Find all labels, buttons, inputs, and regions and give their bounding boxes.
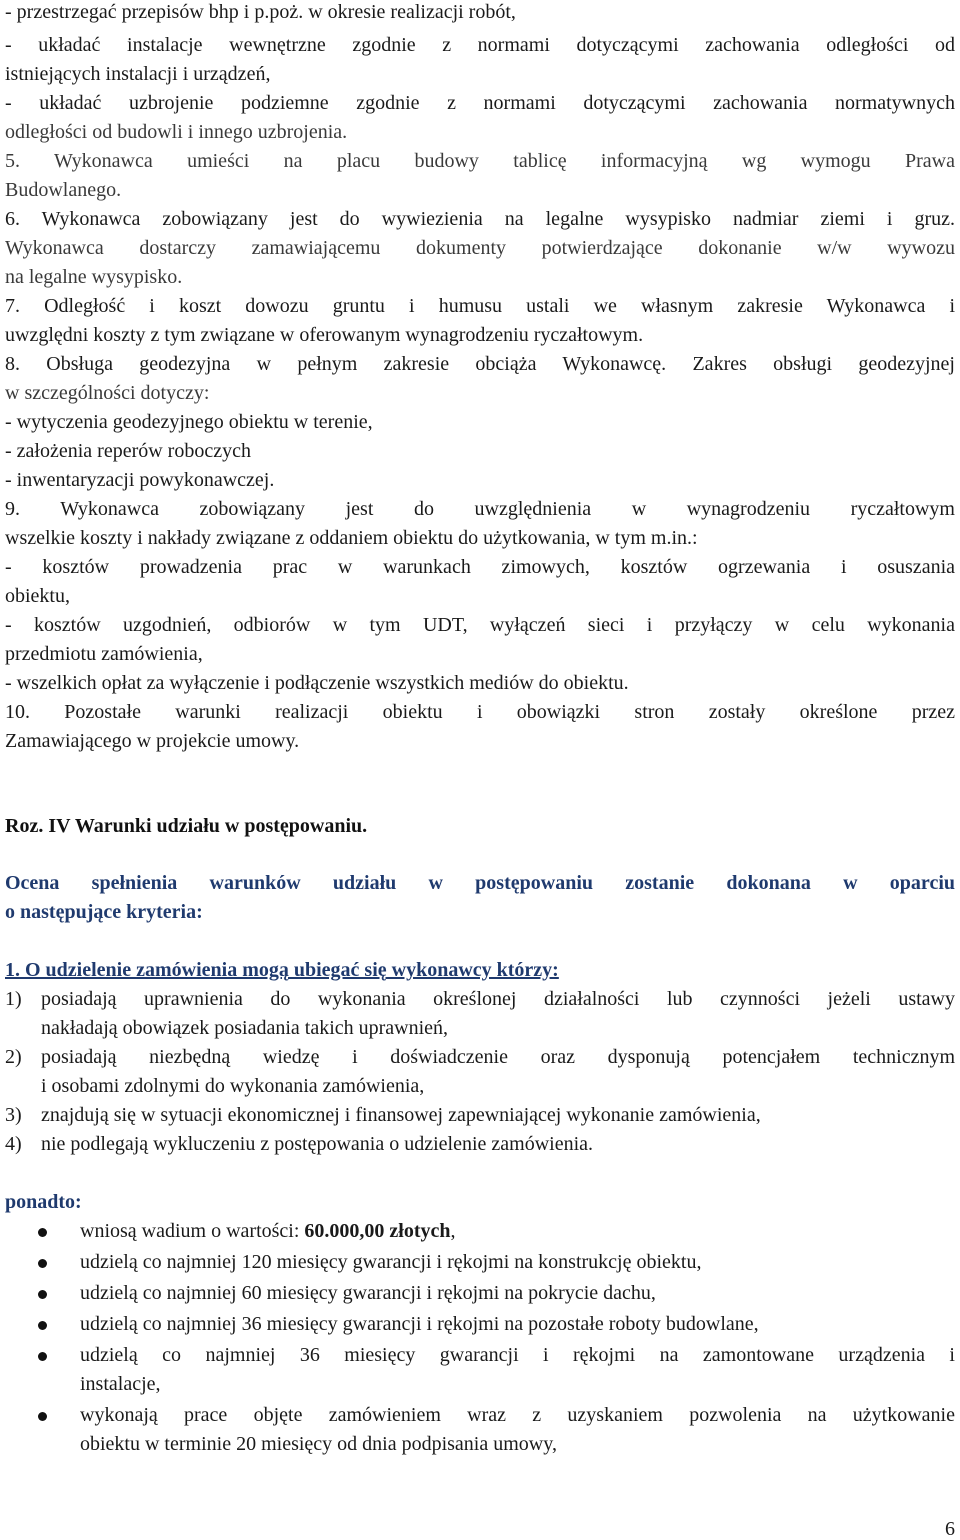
- text-line: - przestrzegać przepisów bhp i p.poż. w okresie realizacji robót,: [5, 1, 516, 23]
- item-text: nakładają obowiązek posiadania takich uprawnień,: [41, 1017, 449, 1039]
- eligibility-heading: 1. O udzielenie zamówienia mogą ubiegać się wykonawcy którzy:: [5, 959, 559, 981]
- text-line: - wszelkich opłat za wyłączenie i podłączenie wszystkich mediów do obiektu.: [5, 672, 629, 694]
- bullet-text: udzielą co najmniej 60 miesięcy gwarancji i rękojmi na pokrycie dachu,: [80, 1282, 656, 1304]
- item-number: 3): [5, 1104, 22, 1126]
- bullet-text: udzielą co najmniej 120 miesięcy gwarancji i rękojmi na konstrukcję obiektu,: [80, 1251, 702, 1273]
- bullet-text: instalacje,: [80, 1373, 161, 1395]
- item-text: i osobami zdolnymi do wykonania zamówienia,: [41, 1075, 425, 1097]
- text-line: odległości od budowli i innego uzbrojenia.: [5, 121, 348, 143]
- section-heading: Roz. IV Warunki udziału w postępowaniu.: [5, 815, 368, 837]
- text-line: - wytyczenia geodezyjnego obiektu w terenie,: [5, 411, 373, 433]
- bullet-text: [80, 1219, 955, 1243]
- text-line: - układać uzbrojenie podziemne zgodnie z normami dotyczącymi zachowania normatywnych: [5, 92, 955, 114]
- bullet-icon: [38, 1412, 47, 1421]
- text-line: - układać instalacje wewnętrzne zgodnie z normami dotyczącymi zachowania odległości od: [5, 34, 955, 56]
- bullet-icon: [38, 1290, 47, 1299]
- text-line: przedmiotu zamówienia,: [5, 643, 203, 665]
- bullet-text: udzielą co najmniej 36 miesięcy gwarancji i rękojmi na pozostałe roboty budowlane,: [80, 1313, 759, 1335]
- text-line: w szczególności dotyczy:: [5, 382, 210, 404]
- ponadto-label: ponadto:: [5, 1191, 82, 1213]
- bullet-text: wykonają prace objęte zamówieniem wraz z uzyskaniem pozwolenia na użytkowanie: [80, 1404, 955, 1426]
- text-line: uwzględni koszty z tym związane w oferowanym wynagrodzeniu ryczałtowym.: [5, 324, 644, 346]
- bullet-text: obiektu w terminie 20 miesięcy od dnia podpisania umowy,: [80, 1433, 557, 1455]
- item-number: 4): [5, 1133, 22, 1155]
- bullet-icon: [38, 1259, 47, 1268]
- criteria-heading: o następujące kryteria:: [5, 901, 203, 923]
- text-line: 10. Pozostałe warunki realizacji obiektu i obowiązki stron zostały określone przez: [5, 701, 955, 723]
- item-number: 1): [5, 988, 22, 1010]
- text-line: obiektu,: [5, 585, 70, 607]
- text-line: Budowlanego.: [5, 179, 122, 201]
- item-number: 2): [5, 1046, 22, 1068]
- text-line: 8. Obsługa geodezyjna w pełnym zakresie obciąża Wykonawcę. Zakres obsługi geodezyjnej: [5, 353, 955, 375]
- bullet-text-part: ,: [450, 1220, 456, 1242]
- item-text: posiadają uprawnienia do wykonania określonej działalności lub czynności jeżeli ustawy: [41, 988, 955, 1010]
- deposit-amount: 60.000,00 złotych: [304, 1220, 451, 1242]
- text-line: 9. Wykonawca zobowiązany jest do uwzględnienia w wynagrodzeniu ryczałtowym: [5, 498, 955, 520]
- text-line: na legalne wysypisko.: [5, 266, 183, 288]
- text-line: - założenia reperów roboczych: [5, 440, 251, 462]
- text-line: wszelkie koszty i nakłady związane z oddaniem obiektu do użytkowania, w tym m.in.:: [5, 527, 698, 549]
- text-line: 6. Wykonawca zobowiązany jest do wywiezienia na legalne wysypisko nadmiar ziemi i gruz.: [5, 208, 955, 230]
- text-line: Zamawiającego w projekcie umowy.: [5, 730, 300, 752]
- page-number: 6: [945, 1518, 955, 1540]
- text-line: 5. Wykonawca umieści na placu budowy tablicę informacyjną wg wymogu Prawa: [5, 150, 955, 172]
- criteria-heading: Ocena spełnienia warunków udziału w postępowaniu zostanie dokonana w oparciu: [5, 872, 955, 894]
- bullet-icon: [38, 1228, 47, 1237]
- text-line: - kosztów uzgodnień, odbiorów w tym UDT, wyłączeń sieci i przyłączy w celu wykonania: [5, 614, 955, 636]
- bullet-icon: [38, 1321, 47, 1330]
- text-line: istniejących instalacji i urządzeń,: [5, 63, 271, 85]
- bullet-text: udzielą co najmniej 36 miesięcy gwarancji i rękojmi na zamontowane urządzenia i: [80, 1344, 955, 1366]
- item-text: znajdują się w sytuacji ekonomicznej i finansowej zapewniającej wykonanie zamówienia,: [41, 1104, 761, 1126]
- text-line: - inwentaryzacji powykonawczej.: [5, 469, 275, 491]
- text-line: 7. Odległość i koszt dowozu gruntu i humusu ustali we własnym zakresie Wykonawca i: [5, 295, 955, 317]
- text-line: - kosztów prowadzenia prac w warunkach zimowych, kosztów ogrzewania i osuszania: [5, 556, 955, 578]
- text-line: Wykonawca dostarczy zamawiającemu dokumenty potwierdzające dokonanie w/w wywozu: [5, 237, 955, 259]
- item-text: nie podlegają wykluczeniu z postępowania o udzielenie zamówienia.: [41, 1133, 594, 1155]
- bullet-icon: [38, 1352, 47, 1361]
- item-text: posiadają niezbędną wiedzę i doświadczenie oraz dysponują potencjałem technicznym: [41, 1046, 955, 1068]
- bullet-text-part: wniosą wadium o wartości:: [80, 1220, 305, 1242]
